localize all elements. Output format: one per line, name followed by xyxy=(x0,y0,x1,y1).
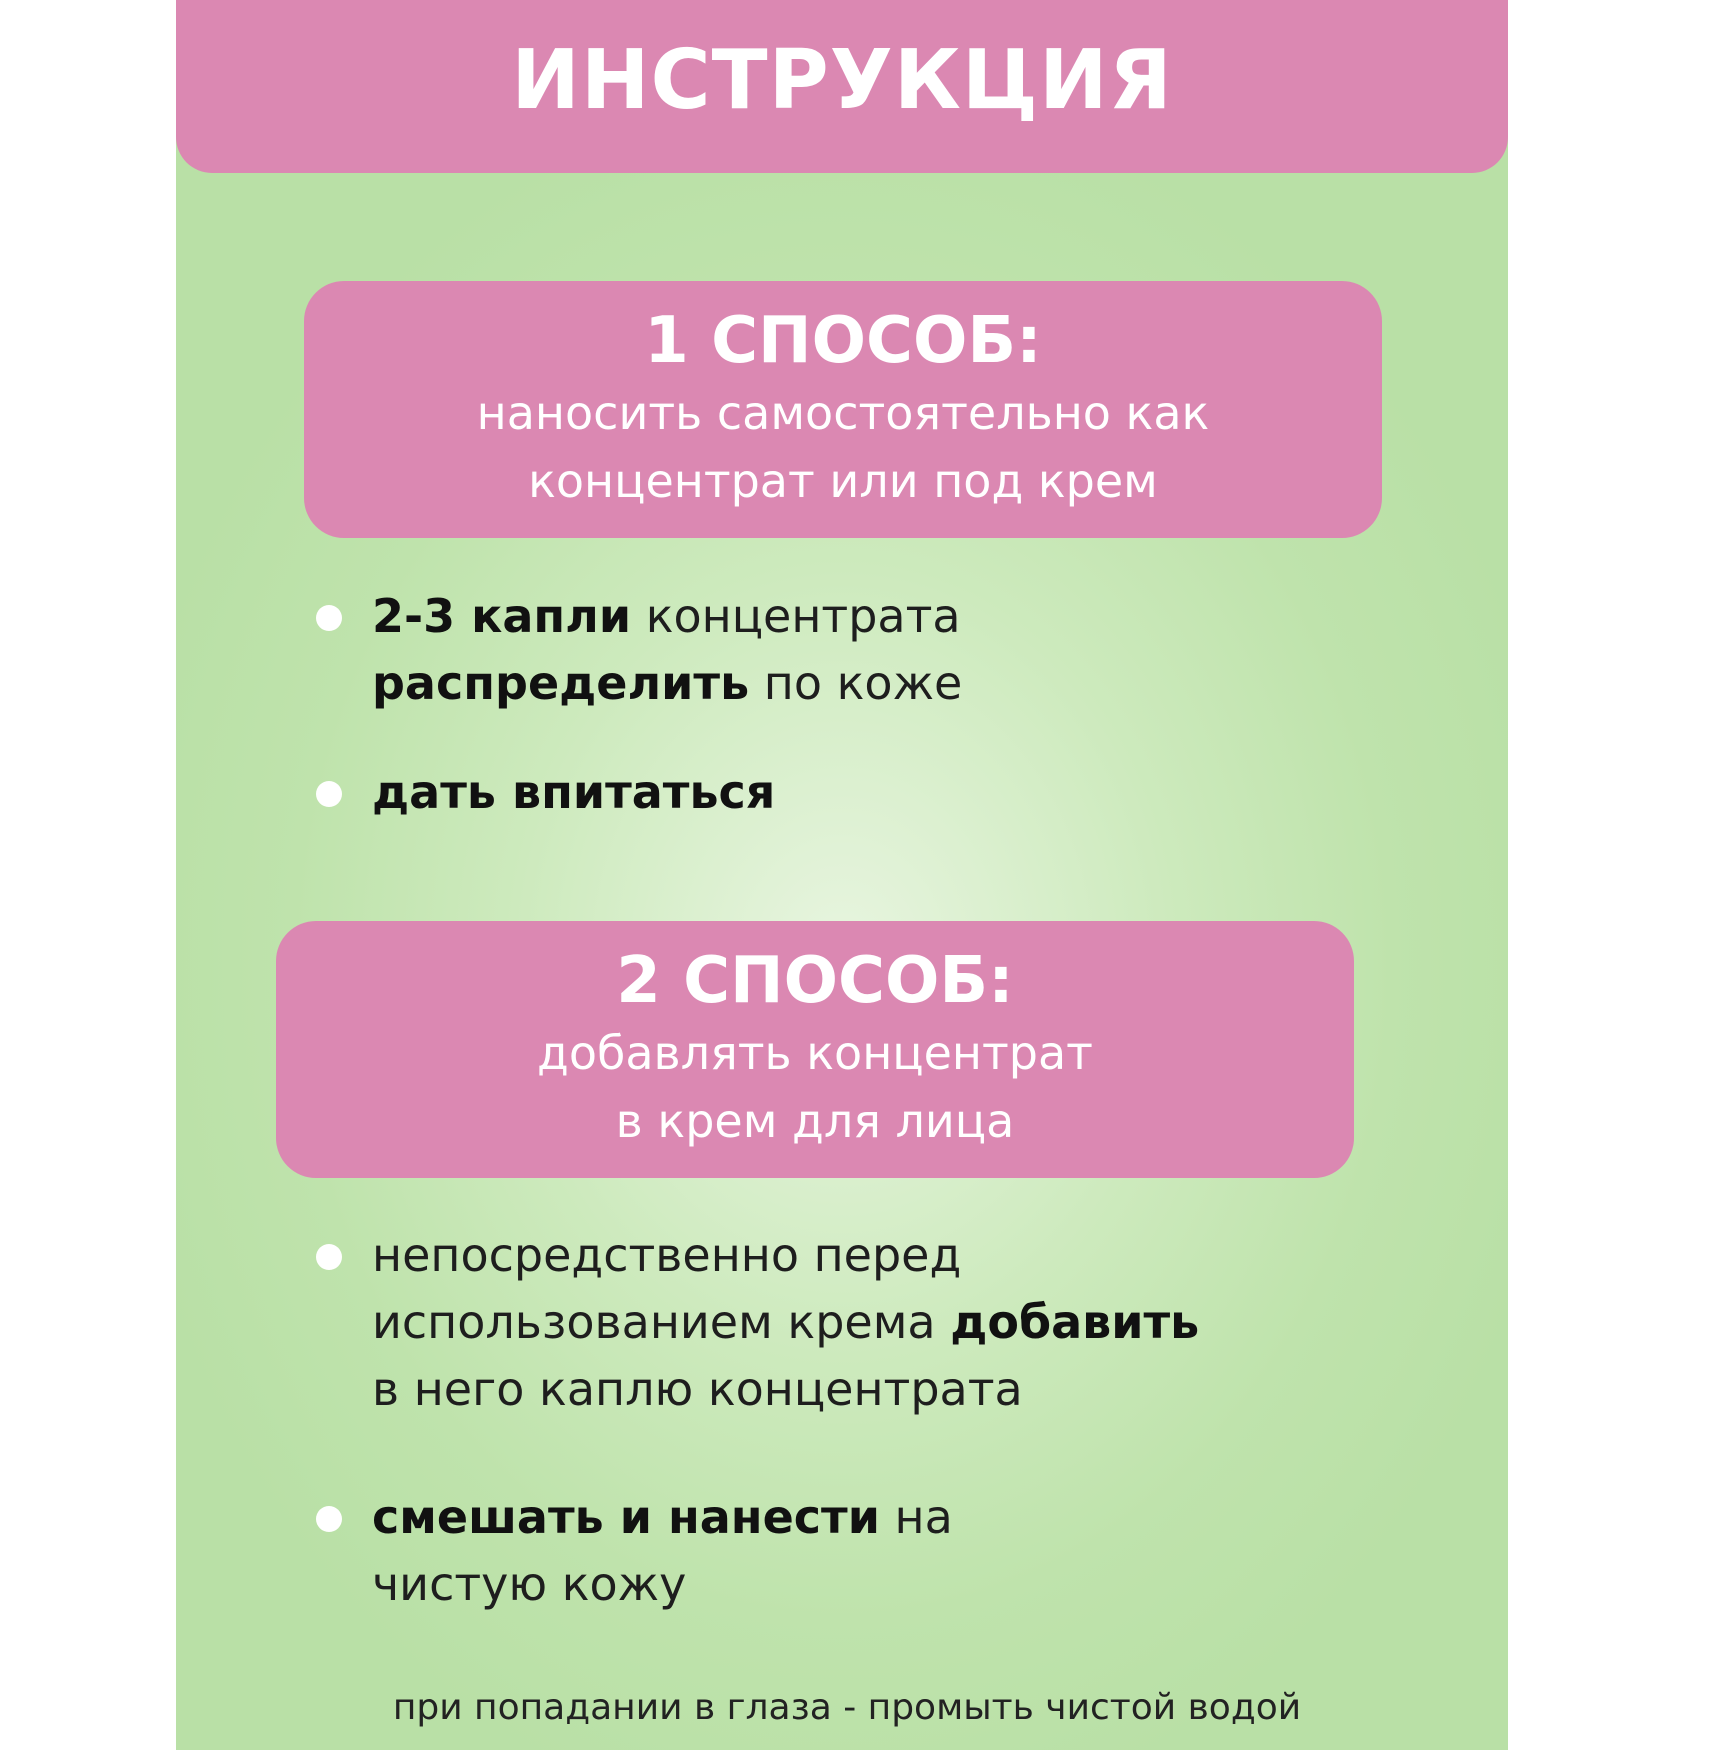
method-2-steps xyxy=(176,1222,1199,1618)
method-1-desc-line-2: концентрат или под крем xyxy=(528,454,1158,508)
method-1-steps xyxy=(176,583,962,826)
method-1-box xyxy=(304,281,1382,538)
method-1-title: 1 СПОСОБ: xyxy=(644,304,1042,378)
step-text: непосредственно перед xyxy=(372,1228,962,1282)
page-title: ИНСТРУКЦИЯ xyxy=(511,33,1173,128)
bullet-dot-icon xyxy=(316,1244,342,1270)
step-text: на xyxy=(879,1490,953,1544)
step-text: в него каплю концентрата xyxy=(372,1362,1023,1416)
method-2-desc-line-1: добавлять концентрат xyxy=(537,1026,1093,1080)
method-1-desc-line-1: наносить самостоятельно как xyxy=(476,386,1210,440)
method-2-box xyxy=(276,921,1354,1178)
step-bold-text: добавить xyxy=(950,1295,1200,1349)
step-bold-text: распределить xyxy=(372,656,750,710)
step-bold-text: 2-3 капли xyxy=(372,589,632,643)
step-bold-text: дать впитаться xyxy=(372,765,776,819)
step-text: использованием крема xyxy=(372,1295,951,1349)
list-item xyxy=(176,759,962,826)
list-item xyxy=(176,1222,1199,1423)
header-banner xyxy=(176,0,1508,173)
step-text: концентрата xyxy=(631,589,961,643)
method-2-title: 2 СПОСОБ: xyxy=(616,944,1014,1018)
footer-note: при попадании в глаза - промыть чистой водой xyxy=(392,1687,1302,1728)
bullet-dot-icon xyxy=(316,605,342,631)
step-bold-text: смешать и нанести xyxy=(372,1490,880,1544)
list-item xyxy=(176,583,962,717)
bullet-dot-icon xyxy=(316,781,342,807)
step-text: чистую кожу xyxy=(372,1557,687,1611)
instruction-card xyxy=(176,0,1508,1750)
step-text: по коже xyxy=(749,656,963,710)
bullet-dot-icon xyxy=(316,1506,342,1532)
list-item xyxy=(176,1484,1199,1618)
method-2-desc-line-2: в крем для лица xyxy=(615,1094,1015,1148)
